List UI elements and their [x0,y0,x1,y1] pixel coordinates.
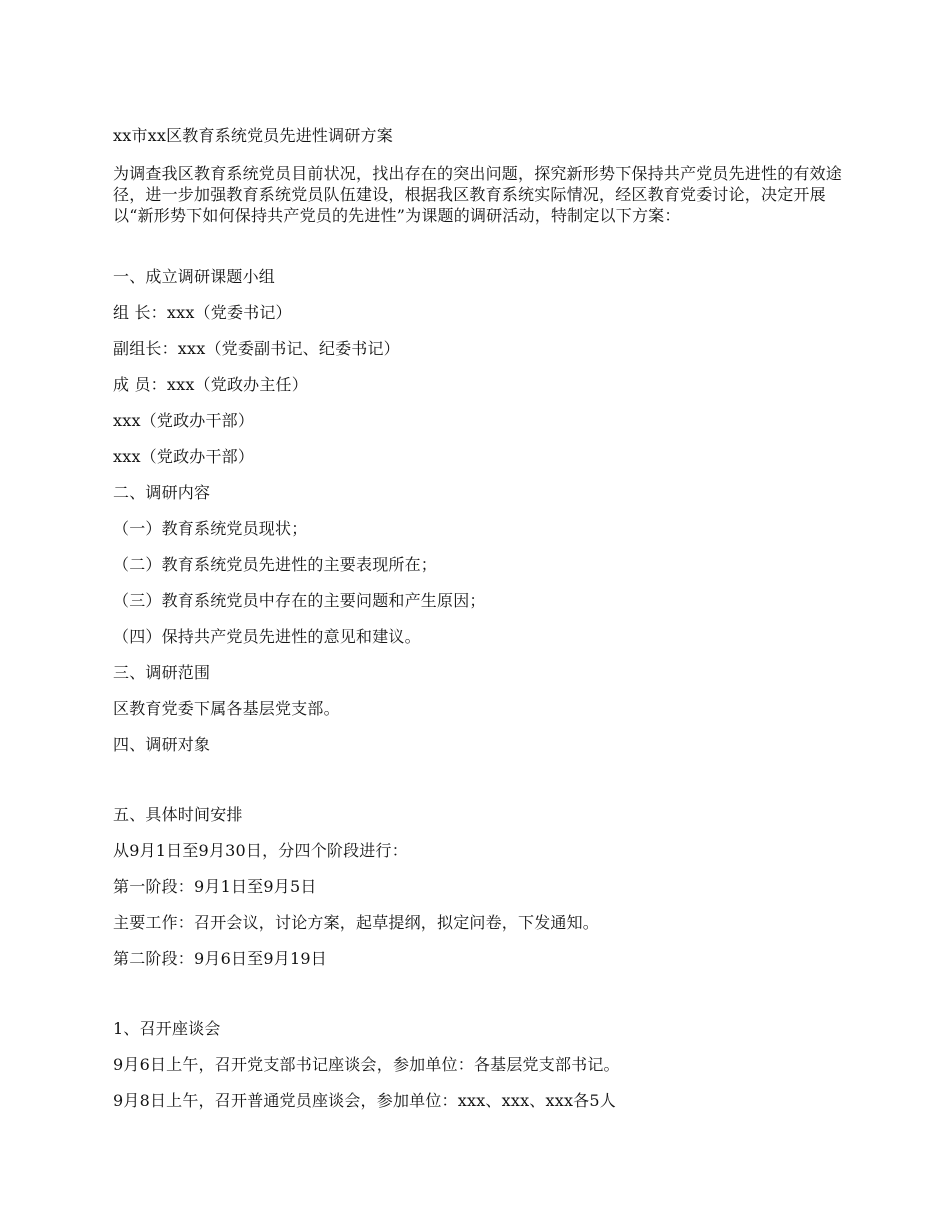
content-item-2: （二）教育系统党员先进性的主要表现所在； [113,555,438,574]
phase-1-tasks: 主要工作：召开会议，讨论方案，起草提纲，拟定问卷，下发通知。 [113,913,600,932]
member-3: xxx（党政办干部） [113,447,255,466]
member-1: 成 员：xxx（党政办主任） [113,375,308,394]
section-heading-5: 五、具体时间安排 [113,805,243,824]
section-heading-4: 四、调研对象 [113,735,211,754]
phase-1-dates: 第一阶段：9月1日至9月5日 [113,877,317,896]
content-item-3: （三）教育系统党员中存在的主要问题和产生原因； [113,591,486,610]
section-heading-1: 一、成立调研课题小组 [113,267,276,286]
intro-paragraph: 为调查我区教育系统党员目前状况，找出存在的突出问题，探究新形势下保持共产党员先进性的有效途径，进一步加强教育系统党员队伍建设，根据我区教育系统实际情况，经区教育党委讨论，决定开展以“新形势下如何保持共产党员的先进性”为课题的调研活动，特制定以下方案： [113,164,843,225]
meeting-2: 9月8日上午，召开普通党员座谈会，参加单位：xxx、xxx、xxx各5人 [113,1091,616,1110]
document-title: xx市xx区教育系统党员先进性调研方案 [113,126,393,145]
section-heading-2: 二、调研内容 [113,483,211,502]
meeting-1: 9月6日上午，召开党支部书记座谈会，参加单位：各基层党支部书记。 [113,1055,620,1074]
content-item-4: （四）保持共产党员先进性的意见和建议。 [113,627,421,646]
subsection-heading-1: 1、召开座谈会 [113,1019,221,1038]
scope-text: 区教育党委下属各基层党支部。 [113,699,340,718]
phase-2-dates: 第二阶段：9月6日至9月19日 [113,949,327,968]
section-heading-3: 三、调研范围 [113,663,211,682]
member-leader: 组 长：xxx（党委书记） [113,303,292,322]
schedule-overview: 从9月1日至9月30日，分四个阶段进行： [113,841,408,860]
member-2: xxx（党政办干部） [113,411,255,430]
member-deputy-leader: 副组长：xxx（党委副书记、纪委书记） [113,339,400,358]
content-item-1: （一）教育系统党员现状； [113,519,308,538]
